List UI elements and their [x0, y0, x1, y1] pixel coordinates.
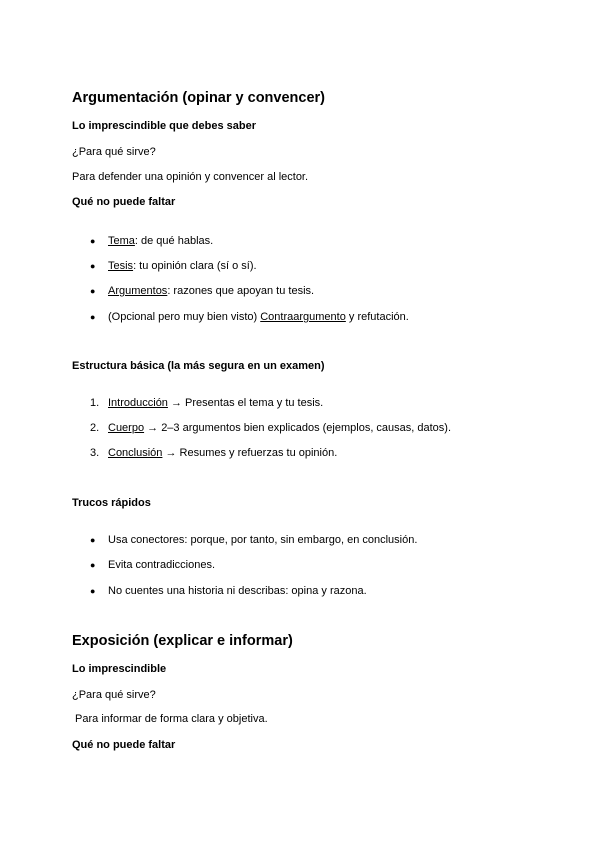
bullet-icon: ● [90, 261, 96, 271]
term-description: y refutación. [345, 311, 409, 323]
purpose-question: ¿Para qué sirve? [72, 689, 156, 701]
term: Tesis [108, 260, 134, 272]
list-number: 3. [90, 447, 100, 459]
term-prefix: (Opcional pero muy bien visto) [108, 311, 261, 323]
bullet-icon: ● [90, 560, 96, 570]
section-title-argumentacion: Argumentación (opinar y convencer) [72, 90, 325, 106]
bullet-icon: ● [90, 535, 96, 545]
section-title-exposicion: Exposición (explicar e informar) [72, 633, 293, 649]
term: Argumentos [108, 285, 168, 297]
purpose-answer: Para informar de forma clara y objetiva. [72, 713, 268, 725]
trick-text: No cuentes una historia ni describas: opina y razona. [108, 585, 367, 597]
term-description: → Presentas el tema y tu tesis. [167, 397, 324, 409]
essential-heading: Lo imprescindible [72, 663, 167, 675]
essential-heading: Lo imprescindible que debes saber [72, 120, 256, 132]
bullet-icon: ● [90, 286, 96, 296]
bullet-icon: ● [90, 586, 96, 596]
list-number: 2. [90, 422, 100, 434]
musthave-heading: Qué no puede faltar [72, 739, 176, 751]
trick-text: Evita contradicciones. [108, 559, 215, 571]
musthave-heading: Qué no puede faltar [72, 196, 176, 208]
term-description: : razones que apoyan tu tesis. [167, 285, 315, 297]
term: Introducción [108, 397, 168, 409]
term-description: → Resumes y refuerzas tu opinión. [162, 447, 338, 459]
bullet-icon: ● [90, 236, 96, 246]
term-description: : tu opinión clara (sí o sí). [133, 260, 257, 272]
bullet-icon: ● [90, 312, 96, 322]
term: Tema [108, 235, 135, 247]
term: Cuerpo [108, 422, 145, 434]
tricks-heading: Trucos rápidos [72, 497, 151, 509]
term-description: → 2–3 argumentos bien explicados (ejemplos, causas, datos). [144, 422, 452, 434]
term-description: : de qué hablas. [134, 235, 214, 247]
structure-heading: Estructura básica (la más segura en un examen) [72, 360, 325, 372]
purpose-question: ¿Para qué sirve? [72, 146, 156, 158]
purpose-answer: Para defender una opinión y convencer al lector. [72, 171, 309, 183]
list-number: 1. [90, 397, 100, 409]
term: Conclusión [108, 447, 163, 459]
term: Contraargumento [260, 311, 346, 323]
trick-text: Usa conectores: porque, por tanto, sin embargo, en conclusión. [108, 534, 418, 546]
